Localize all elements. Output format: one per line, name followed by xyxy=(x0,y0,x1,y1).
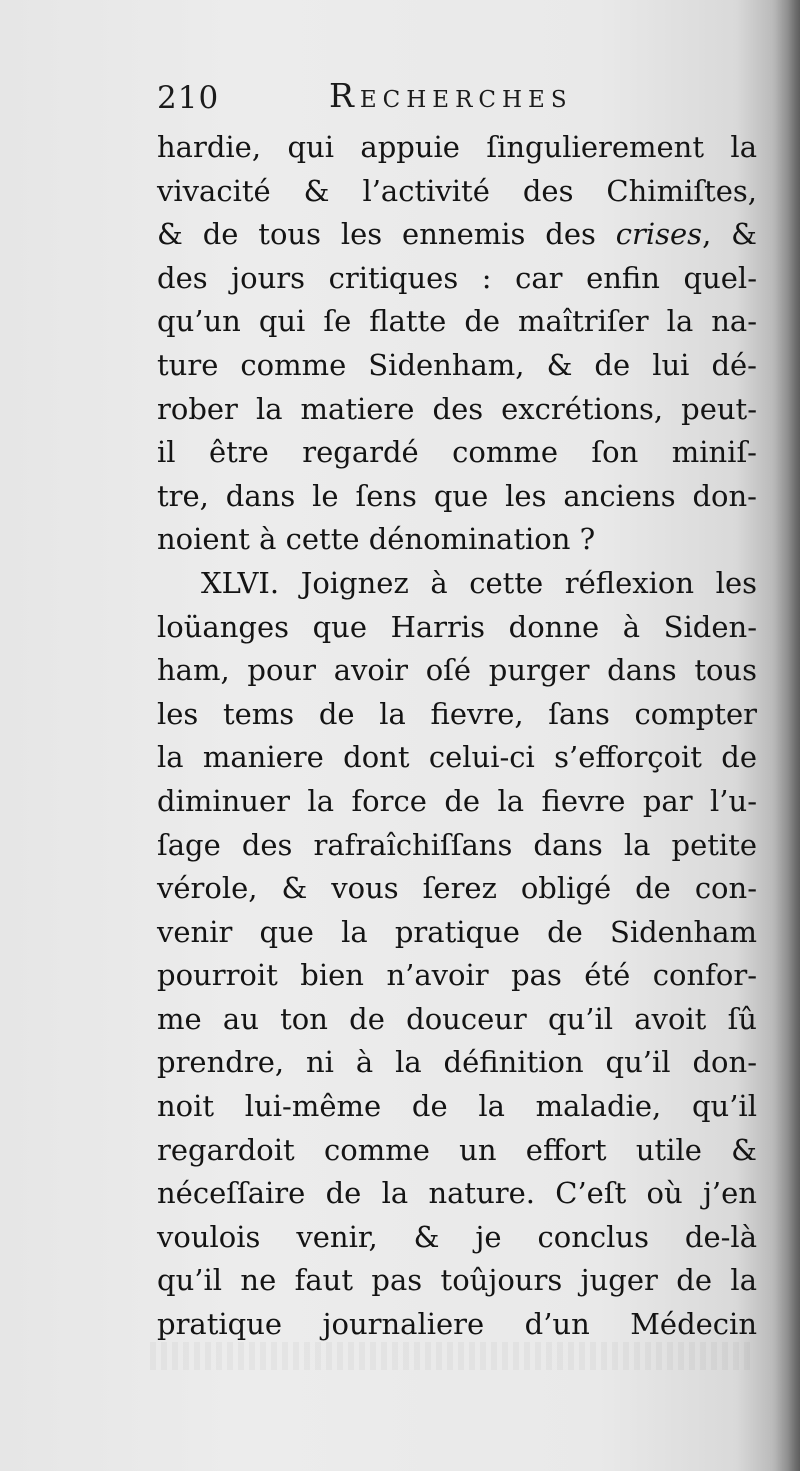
page-number: 210 xyxy=(157,80,220,116)
body-text xyxy=(157,126,757,1347)
text-line: la maniere dont celui-ci s’efforçoit de xyxy=(157,740,757,775)
text-line: rober la matiere des excrétions, peut- xyxy=(157,391,757,426)
text-line: loüanges que Harris donne à Siden- xyxy=(157,609,757,644)
page-header xyxy=(157,74,757,120)
text-line: ſage des rafraîchiſſans dans la petite xyxy=(157,827,757,862)
text-line: qu’un qui ſe flatte de maîtriſer la na- xyxy=(157,304,757,339)
paragraph-start-line: XLVI. Joignez à cette réflexion les xyxy=(201,565,757,600)
text-line: noit lui-même de la maladie, qu’il xyxy=(157,1089,757,1124)
text-line: vivacité & l’activité des Chimiſtes, xyxy=(157,173,757,208)
page-edge-shadow xyxy=(772,0,800,1471)
text-line: prendre, ni à la définition qu’il don- xyxy=(157,1045,757,1080)
text-line: diminuer la force de la fievre par l’u- xyxy=(157,783,757,818)
text-line: il être regardé comme ſon miniſ- xyxy=(157,435,757,470)
text-line: me au ton de douceur qu’il avoit ſû xyxy=(157,1001,757,1036)
running-head: Recherches xyxy=(329,76,573,115)
text-line: vérole, & vous ſerez obligé de con- xyxy=(157,871,757,906)
text-line: néceſſaire de la nature. C’eſt où j’en xyxy=(157,1176,757,1211)
text-line: venir que la pratique de Sidenham xyxy=(157,914,757,949)
text-line: hardie, qui appuie ſingulierement la xyxy=(157,130,757,164)
text-line: ham, pour avoir oſé purger dans tous xyxy=(157,653,757,688)
text-line: pratique journaliere d’un Médecin xyxy=(157,1307,757,1342)
text-line: qu’il ne faut pas toûjours juger de la xyxy=(157,1263,757,1298)
text-line: noient à cette dénomination ? xyxy=(157,522,596,557)
text-line: pourroit bien n’avoir pas été confor- xyxy=(157,958,757,993)
text-line: regardoit comme un effort utile & xyxy=(157,1132,757,1167)
text-line: tre, dans le ſens que les anciens don- xyxy=(157,478,757,513)
text-line: & de tous les ennemis des crises, & xyxy=(157,217,757,252)
text-line: des jours critiques : car enfin quel- xyxy=(157,260,757,295)
text-line: voulois venir, & je conclus de-là xyxy=(157,1219,757,1254)
text-line: ture comme Sidenham, & de lui dé- xyxy=(157,347,757,382)
text-line: les tems de la fievre, ſans compter xyxy=(157,696,757,731)
